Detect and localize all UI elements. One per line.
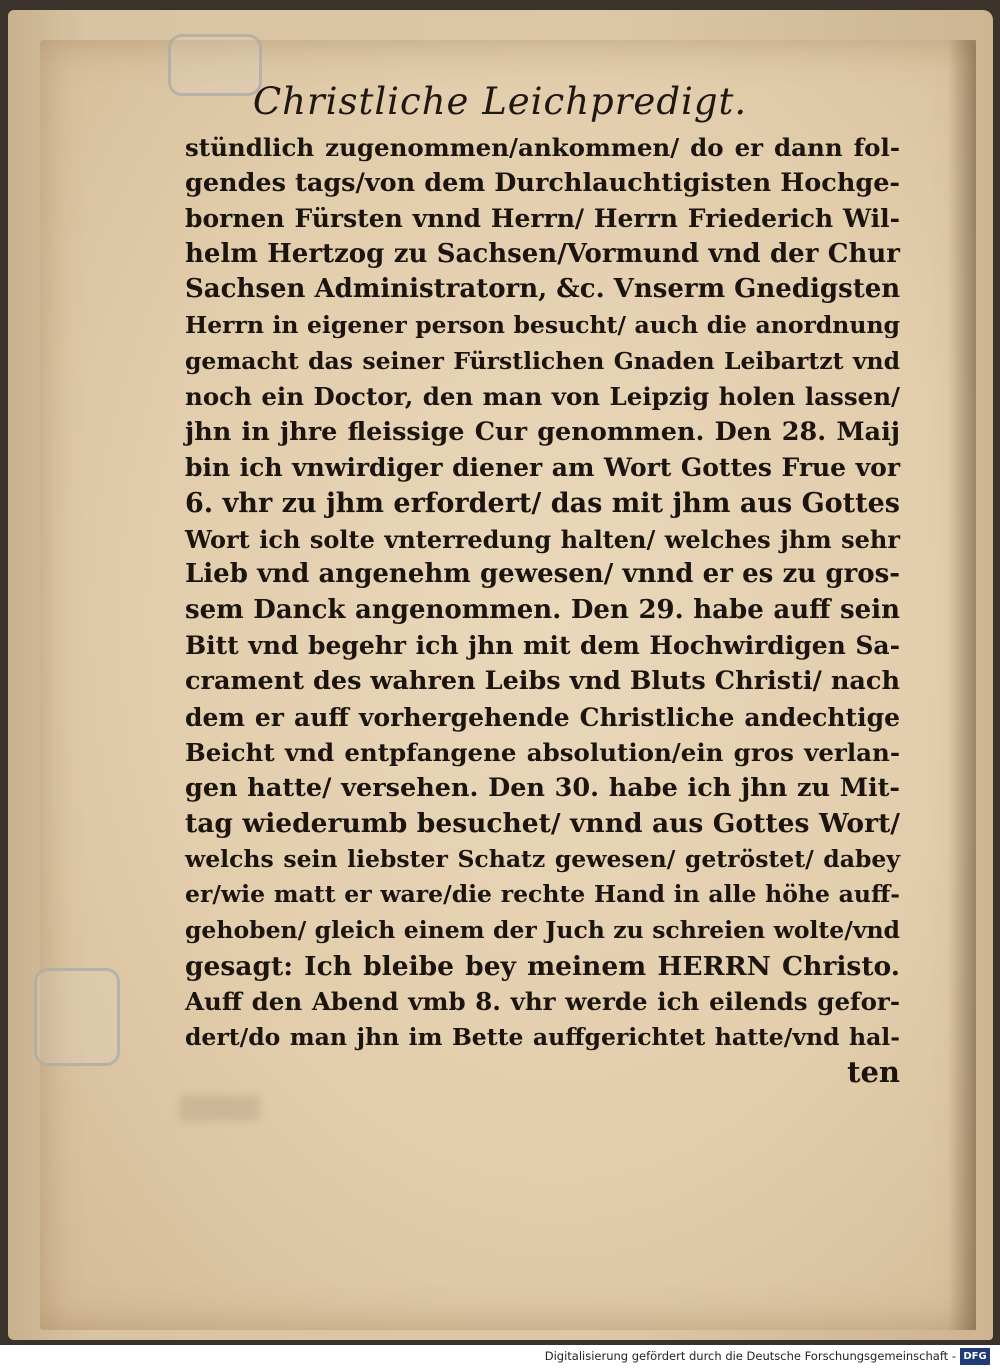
running-head: Christliche Leichpredigt. (252, 80, 748, 123)
text-line: Sachsen Administratorn, &c. Vnserm Gnedigsten (185, 274, 901, 305)
text-line: Wort ich solte vnterredung halten/ welches jhm sehr (185, 524, 900, 554)
text-line: er/wie matt er ware/die rechte Hand in alle höhe auff- (185, 880, 900, 909)
text-line: tag wiederumb besuchet/ vnnd aus Gottes Wort/ (185, 808, 900, 840)
text-line: Bitt vnd begehr ich jhn mit dem Hochwirdigen Sa- (185, 631, 900, 661)
text-line: Herrn in eigener person besucht/ auch die anordnung (185, 310, 900, 339)
paper-clip-side (34, 968, 120, 1066)
text-line: bornen Fürsten vnnd Herrn/ Herrn Friederich Wil- (185, 204, 900, 234)
text-line: welchs sein liebster Schatz gewesen/ getröstet/ dabey (185, 844, 900, 873)
text-line: bin ich vnwirdiger diener am Wort Gottes Frue vor (185, 453, 900, 483)
funding-credit: Digitalisierung gefördert durch die Deutsche Forschungsgemeinschaft - (544, 1349, 956, 1363)
text-line: stündlich zugenommen/ankommen/ do er dann fol- (185, 133, 900, 162)
text-line: 6. vhr zu jhm erfordert/ das mit jhm aus Gottes (185, 487, 900, 519)
text-line: dem er auff vorhergehende Christliche andechtige (185, 702, 900, 732)
text-line: crament des wahren Leibs vnd Bluts Christi/ nach (185, 665, 900, 696)
text-line: gen hatte/ versehen. Den 30. habe ich jhn zu Mit- (185, 772, 900, 803)
text-line: Lieb vnd angenehm gewesen/ vnnd er es zu gros- (185, 559, 900, 590)
text-line: Beicht vnd entpfangene absolution/ein gros verlan- (185, 738, 900, 768)
text-line: gehoben/ gleich einem der Juch zu schreien wolte/vnd (185, 916, 900, 945)
page-gutter-shadow (948, 40, 976, 1330)
ink-smudge (180, 1095, 260, 1121)
text-line: helm Hertzog zu Sachsen/Vormund vnd der Chur (185, 238, 900, 269)
text-line: sem Danck angenommen. Den 29. habe auff sein (185, 594, 900, 625)
body-text (185, 130, 900, 1091)
dfg-logo-icon: DFG (960, 1348, 990, 1365)
text-line: dert/do man jhn im Bette auffgerichtet hatte/vnd hal- (185, 1022, 900, 1051)
text-line: Auff den Abend vmb 8. vhr werde ich eilends gefor- (185, 987, 900, 1017)
text-line: gesagt: Ich bleibe bey meinem HERRN Christo. (185, 950, 900, 982)
digitization-footer (0, 1345, 1000, 1369)
text-line: jhn in jhre fleissige Cur genommen. Den 28. Maij (185, 416, 900, 447)
text-line: gendes tags/von dem Durchlauchtigisten Hochge- (185, 167, 900, 198)
text-line: gemacht das seiner Fürstlichen Gnaden Leibartzt vnd (185, 346, 900, 375)
catchword: ten (847, 1055, 900, 1090)
text-line: noch ein Doctor, den man von Leipzig holen lassen/ (185, 382, 900, 412)
